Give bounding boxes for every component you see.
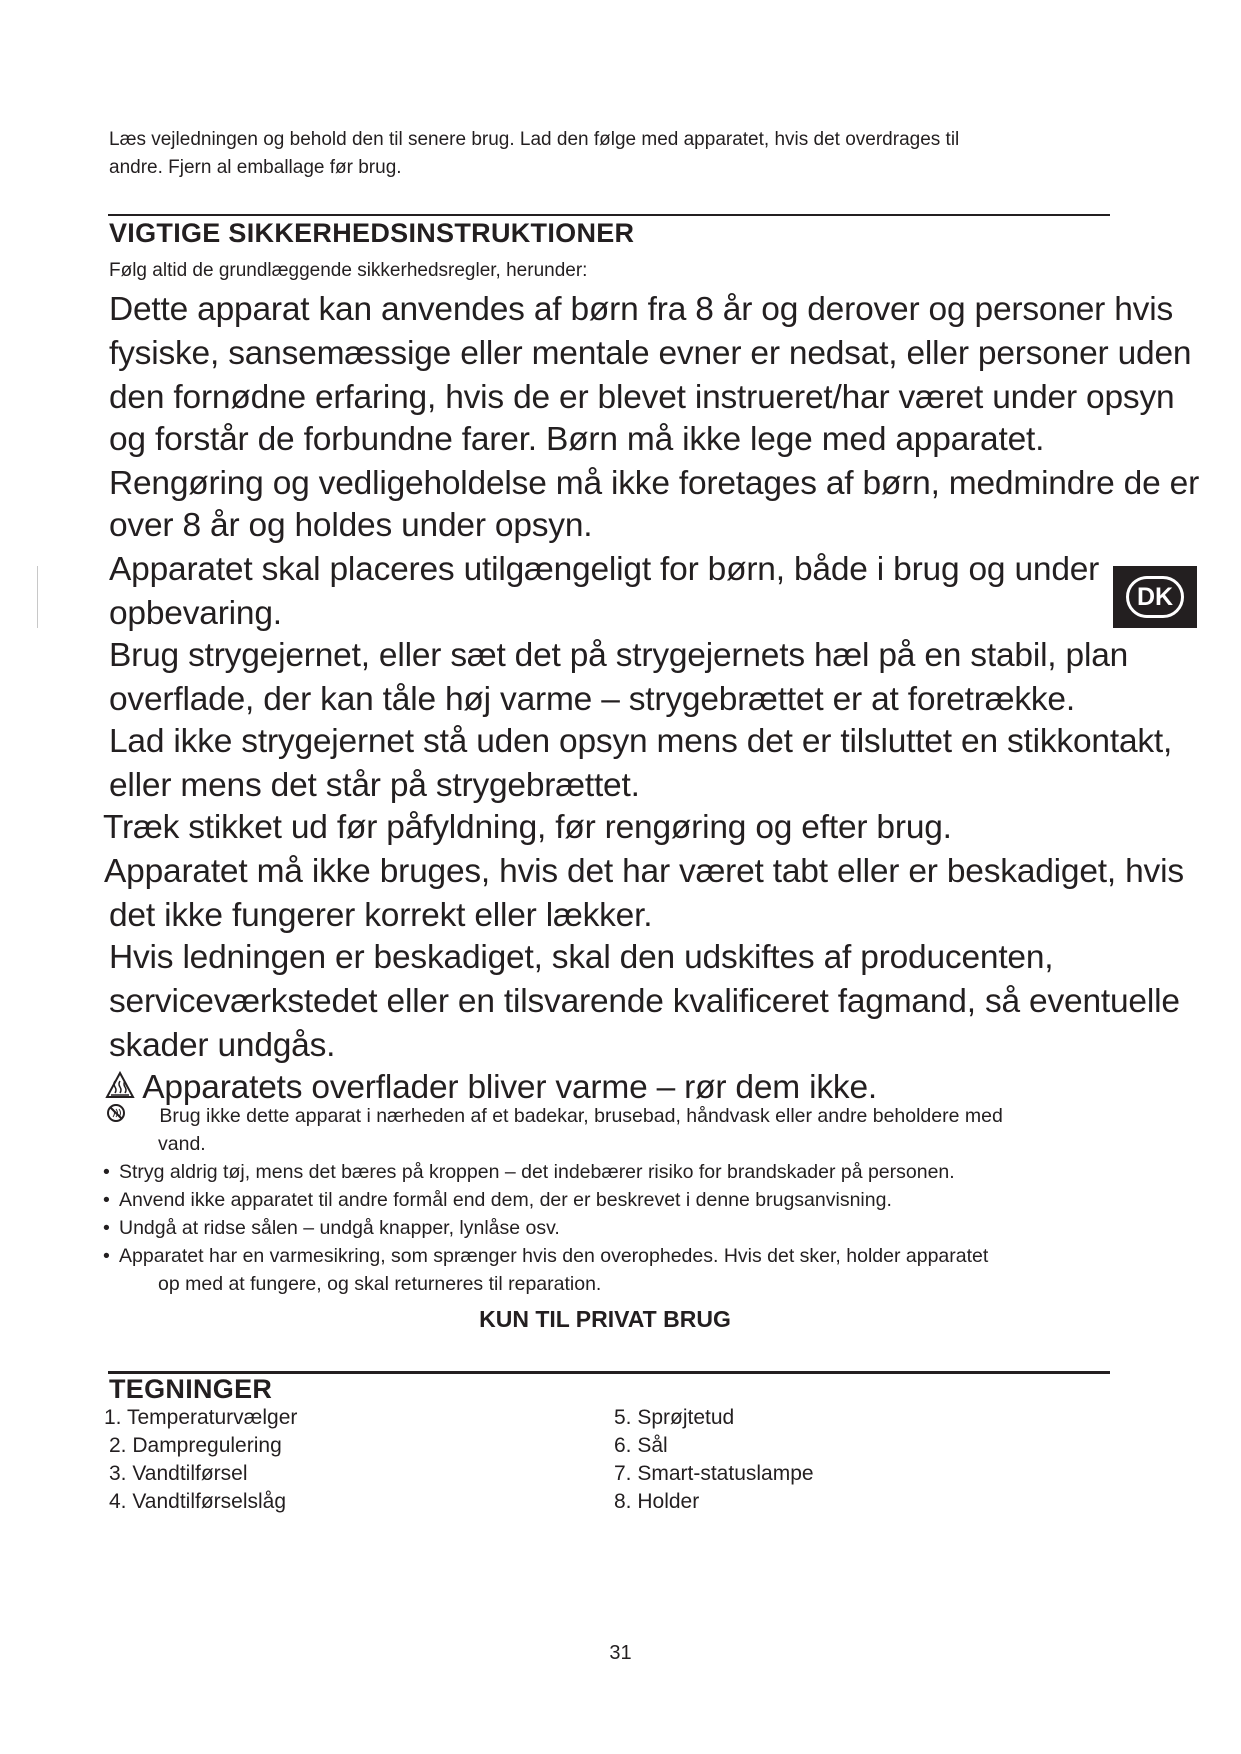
list-item-text: Apparatet har en varmesikring, som sprænger hvis den overophedes. Hvis det sker, holder apparatet bbox=[119, 1245, 989, 1267]
no-water-prohibition-icon bbox=[106, 1103, 154, 1131]
part-item: 3. Vandtilførsel bbox=[109, 1462, 248, 1485]
list-item bbox=[103, 1186, 892, 1214]
bullet-marker: • bbox=[103, 1161, 110, 1183]
list-item-text: Undgå at ridse sålen – undgå knapper, lynlåse osv. bbox=[119, 1217, 560, 1239]
part-item: 2. Dampregulering bbox=[109, 1434, 282, 1457]
safety-line: skader undgås. bbox=[109, 1027, 336, 1064]
safety-line: Lad ikke strygejernet stå uden opsyn mens det er tilsluttet en stikkontakt, bbox=[109, 723, 1173, 760]
page-edge-mark bbox=[37, 566, 38, 628]
safety-line: Brug strygejernet, eller sæt det på strygejernets hæl på en stabil, plan bbox=[109, 637, 1129, 674]
parts-list-right bbox=[614, 1404, 814, 1516]
part-item: 1. Temperaturvælger bbox=[104, 1406, 298, 1429]
safety-line: Rengøring og vedligeholdelse må ikke foretages af børn, medmindre de er bbox=[109, 465, 1200, 502]
part-item: 4. Vandtilførselslåg bbox=[109, 1490, 287, 1513]
no-water-text-cont: vand. bbox=[158, 1133, 206, 1155]
intro-line-2: andre. Fjern al emballage før brug. bbox=[109, 157, 402, 178]
part-item: 5. Sprøjtetud bbox=[614, 1406, 735, 1429]
list-item-text: Stryg aldrig tøj, mens det bæres på kroppen – det indebærer risiko for brandskader på personen. bbox=[119, 1161, 955, 1183]
list-item bbox=[103, 1242, 988, 1270]
list-item bbox=[103, 1214, 560, 1242]
section-divider bbox=[108, 214, 1110, 216]
safety-line: Dette apparat kan anvendes af børn fra 8 år og derover og personer hvis bbox=[109, 291, 1174, 328]
hot-surface-text: Apparatets overflader bliver varme – rør dem ikke. bbox=[142, 1069, 877, 1106]
safety-line: opbevaring. bbox=[109, 595, 282, 632]
list-item-continuation: op med at fungere, og skal returneres til reparation. bbox=[158, 1273, 602, 1295]
private-use-note: KUN TIL PRIVAT BRUG bbox=[479, 1306, 731, 1332]
safety-line: fysiske, sansemæssige eller mentale evner er nedsat, eller personer uden bbox=[109, 335, 1192, 372]
part-item: 7. Smart-statuslampe bbox=[614, 1462, 814, 1485]
safety-title: VIGTIGE SIKKERHEDSINSTRUKTIONER bbox=[109, 218, 635, 248]
safety-line: Apparatet må ikke bruges, hvis det har været tabt eller er beskadiget, hvis bbox=[104, 853, 1184, 890]
bullet-marker: • bbox=[103, 1245, 110, 1267]
part-item: 6. Sål bbox=[614, 1434, 668, 1457]
intro-text bbox=[109, 126, 1069, 182]
safety-line: det ikke fungerer korrekt eller lækker. bbox=[109, 897, 653, 934]
bullet-marker: • bbox=[103, 1189, 110, 1211]
list-item-text: Anvend ikke apparatet til andre formål end dem, der er beskrevet i denne brugsanvisning. bbox=[119, 1189, 892, 1211]
safety-line: serviceværkstedet eller en tilsvarende kvalificeret fagmand, så eventuelle bbox=[109, 983, 1180, 1020]
parts-list-left bbox=[104, 1404, 297, 1516]
language-tab bbox=[1113, 566, 1197, 628]
safety-line: overflade, der kan tåle høj varme – strygebrættet er at foretrække. bbox=[109, 681, 1075, 718]
list-item bbox=[103, 1158, 955, 1186]
safety-line: over 8 år og holdes under opsyn. bbox=[109, 507, 593, 544]
no-water-warning bbox=[106, 1102, 1003, 1131]
safety-line: den fornødne erfaring, hvis de er blevet instrueret/har været under opsyn bbox=[109, 379, 1175, 416]
safety-lead: Følg altid de grundlæggende sikkerhedsregler, herunder: bbox=[109, 260, 588, 281]
safety-line: og forstår de forbundne farer. Børn må ikke lege med apparatet. bbox=[109, 421, 1045, 458]
part-item: 8. Holder bbox=[614, 1490, 700, 1513]
page-number: 31 bbox=[609, 1642, 632, 1664]
no-water-text: Brug ikke dette apparat i nærheden af et badekar, brusebad, håndvask eller andre beholdere med bbox=[159, 1105, 1003, 1127]
drawings-title: TEGNINGER bbox=[109, 1374, 273, 1404]
language-badge: DK bbox=[1126, 576, 1184, 618]
safety-line: Træk stikket ud før påfyldning, før rengøring og efter brug. bbox=[103, 809, 952, 846]
safety-line: Apparatet skal placeres utilgængeligt for børn, både i brug og under bbox=[109, 551, 1100, 588]
safety-line: eller mens det står på strygebrættet. bbox=[109, 767, 640, 804]
intro-line-1: Læs vejledningen og behold den til senere brug. Lad den følge med apparatet, hvis det overdrages til bbox=[109, 129, 960, 150]
safety-line: Hvis ledningen er beskadiget, skal den udskiftes af producenten, bbox=[109, 939, 1054, 976]
bullet-marker: • bbox=[103, 1217, 110, 1239]
